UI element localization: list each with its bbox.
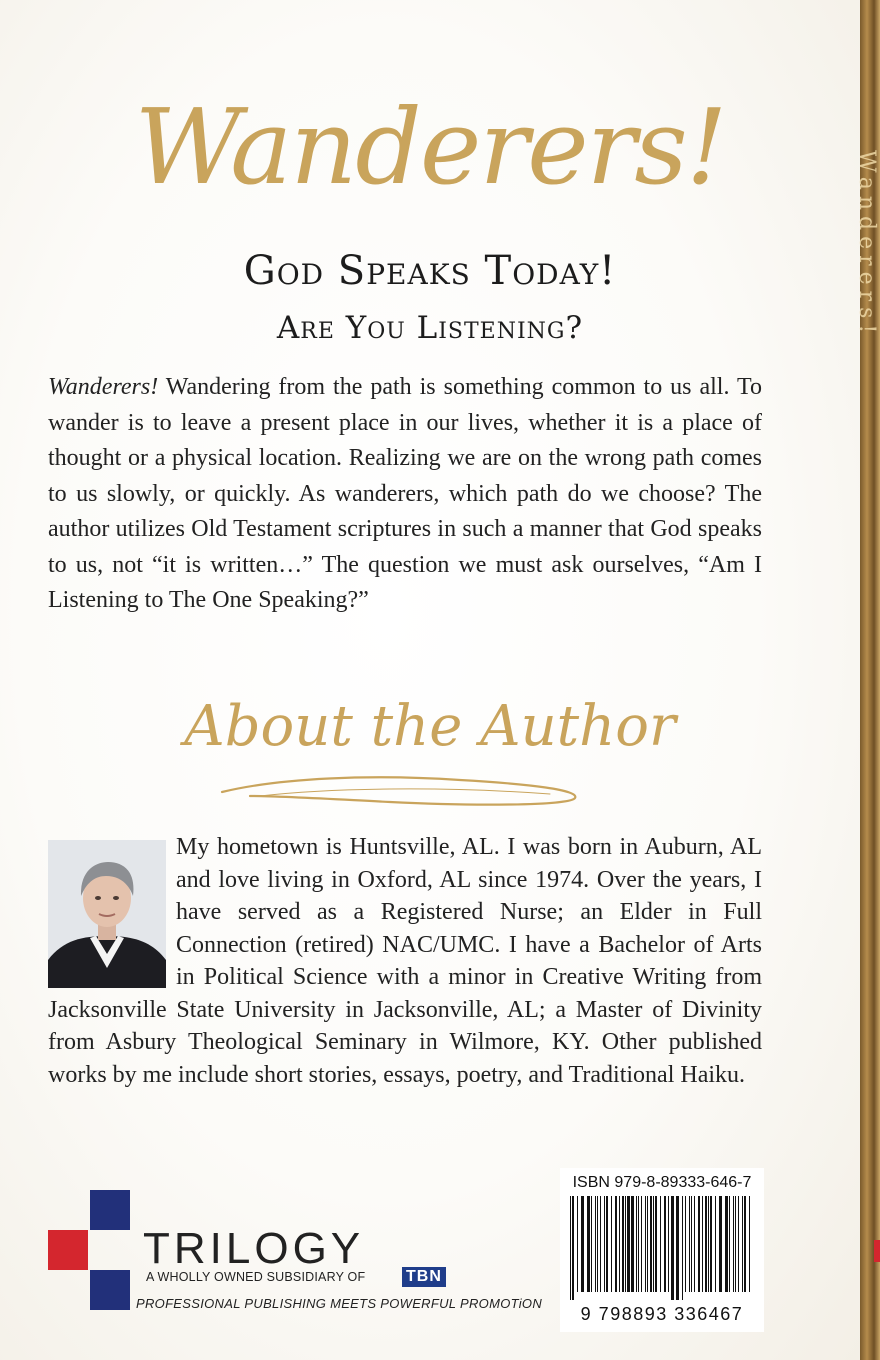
publisher-name: TRILOGY [143, 1224, 365, 1273]
barcode-bar [744, 1196, 746, 1292]
barcode-bar [591, 1196, 592, 1292]
barcode-bar [631, 1196, 634, 1292]
barcode-bar [638, 1196, 639, 1292]
spine-accent [874, 1240, 880, 1262]
barcode-bar [682, 1196, 683, 1300]
barcode-bar [664, 1196, 666, 1292]
barcode-bar [581, 1196, 584, 1292]
publisher-subsidiary: A WHOLLY OWNED SUBSIDIARY OF [146, 1270, 366, 1284]
tbn-logo: TBN [402, 1267, 446, 1287]
script-title-text: Wanderers! [134, 86, 726, 208]
barcode-bar [600, 1196, 601, 1292]
blurb [48, 370, 762, 619]
barcode-bar [698, 1196, 700, 1292]
barcode-bar [719, 1196, 722, 1292]
barcode-bar [587, 1196, 590, 1292]
barcode-bar [702, 1196, 703, 1292]
sub-heading: Are You Listening? [276, 310, 584, 346]
barcode-bar [708, 1196, 709, 1292]
barcode-bar [735, 1196, 736, 1292]
barcode-bar [729, 1196, 730, 1292]
barcode-bar [611, 1196, 612, 1292]
barcode-bar [625, 1196, 626, 1292]
barcode-bar [671, 1196, 674, 1300]
barcode-bar [636, 1196, 637, 1292]
main-heading: God Speaks Today! [243, 248, 617, 294]
barcode-bar [738, 1196, 739, 1292]
barcode-bar [606, 1196, 608, 1292]
barcode-bar [710, 1196, 712, 1292]
barcode-bar [660, 1196, 661, 1292]
about-heading: About the Author [184, 694, 676, 759]
publisher-tagline: PROFESSIONAL PUBLISHING MEETS POWERFUL PROMOTiON [136, 1296, 543, 1311]
trilogy-logo-icon [48, 1190, 132, 1310]
barcode-bar [725, 1196, 728, 1292]
barcode-bar [604, 1196, 605, 1292]
author-bio [48, 831, 762, 1091]
script-title [0, 62, 860, 232]
barcode-bar [645, 1196, 646, 1292]
barcode-bar [676, 1196, 679, 1300]
barcode-bar [655, 1196, 657, 1292]
barcode-bar [597, 1196, 598, 1292]
blurb-body: Wandering from the path is something common to us all. To wander is to leave a present place in our lives, whether it is a place of thought or a physical location. Realizing we are on the wrong path comes to us slowly, or quickly. As wanderers, which path do we choose? The author utilizes Old Testament scriptures in such a manner that God speaks to us, not “it is written…” The question we must ask ourselves, “Am I Listening to The One Speaking?” [48, 374, 762, 613]
barcode-bar [627, 1196, 630, 1292]
spine-title: Wanderers! [854, 150, 879, 340]
barcode-bar [689, 1196, 690, 1292]
barcode-bar [705, 1196, 707, 1292]
barcode-bar [619, 1196, 620, 1292]
barcode-bar [570, 1196, 571, 1300]
isbn-digits: 9 798893 336467 [580, 1304, 744, 1324]
barcode-bar [622, 1196, 624, 1292]
barcode-bar [615, 1196, 617, 1292]
barcode-bar [694, 1196, 695, 1292]
isbn-block [560, 1168, 764, 1332]
barcode-bar [733, 1196, 734, 1292]
isbn-label: ISBN 979-8-89333-646-7 [572, 1174, 752, 1191]
barcode-bar [641, 1196, 642, 1292]
barcode-bar [685, 1196, 686, 1292]
barcode [568, 1196, 756, 1302]
barcode-bar [595, 1196, 596, 1292]
barcode-bar [691, 1196, 692, 1292]
barcode-bar [668, 1196, 669, 1292]
blurb-lead: Wanderers! [48, 374, 159, 400]
barcode-bar [647, 1196, 648, 1292]
barcode-bar [650, 1196, 652, 1292]
author-bio-text: My hometown is Huntsville, AL. I was born in Auburn, AL and love living in Oxford, AL since 1974. Over the years, I have served as a Registered Nurse; an Elder in Full Connection (retired) NAC/UMC. I have a Bachelor of Arts in Political Science with a minor in Creative Writing from Jacksonville State University in Jacksonville, AL; a Master of Divinity from Asbury Theological Seminary in Wilmore, KY. Other published works by me include short stories, essays, poetry, and Traditional Haiku. [48, 834, 762, 1088]
gold-swoosh-ornament [220, 770, 590, 810]
barcode-bar [742, 1196, 743, 1292]
barcode-bar [715, 1196, 716, 1292]
photo-spacer [48, 831, 176, 991]
barcode-bar [572, 1196, 574, 1300]
barcode-bar [749, 1196, 750, 1292]
barcode-bar [577, 1196, 578, 1292]
barcode-bar [653, 1196, 654, 1292]
